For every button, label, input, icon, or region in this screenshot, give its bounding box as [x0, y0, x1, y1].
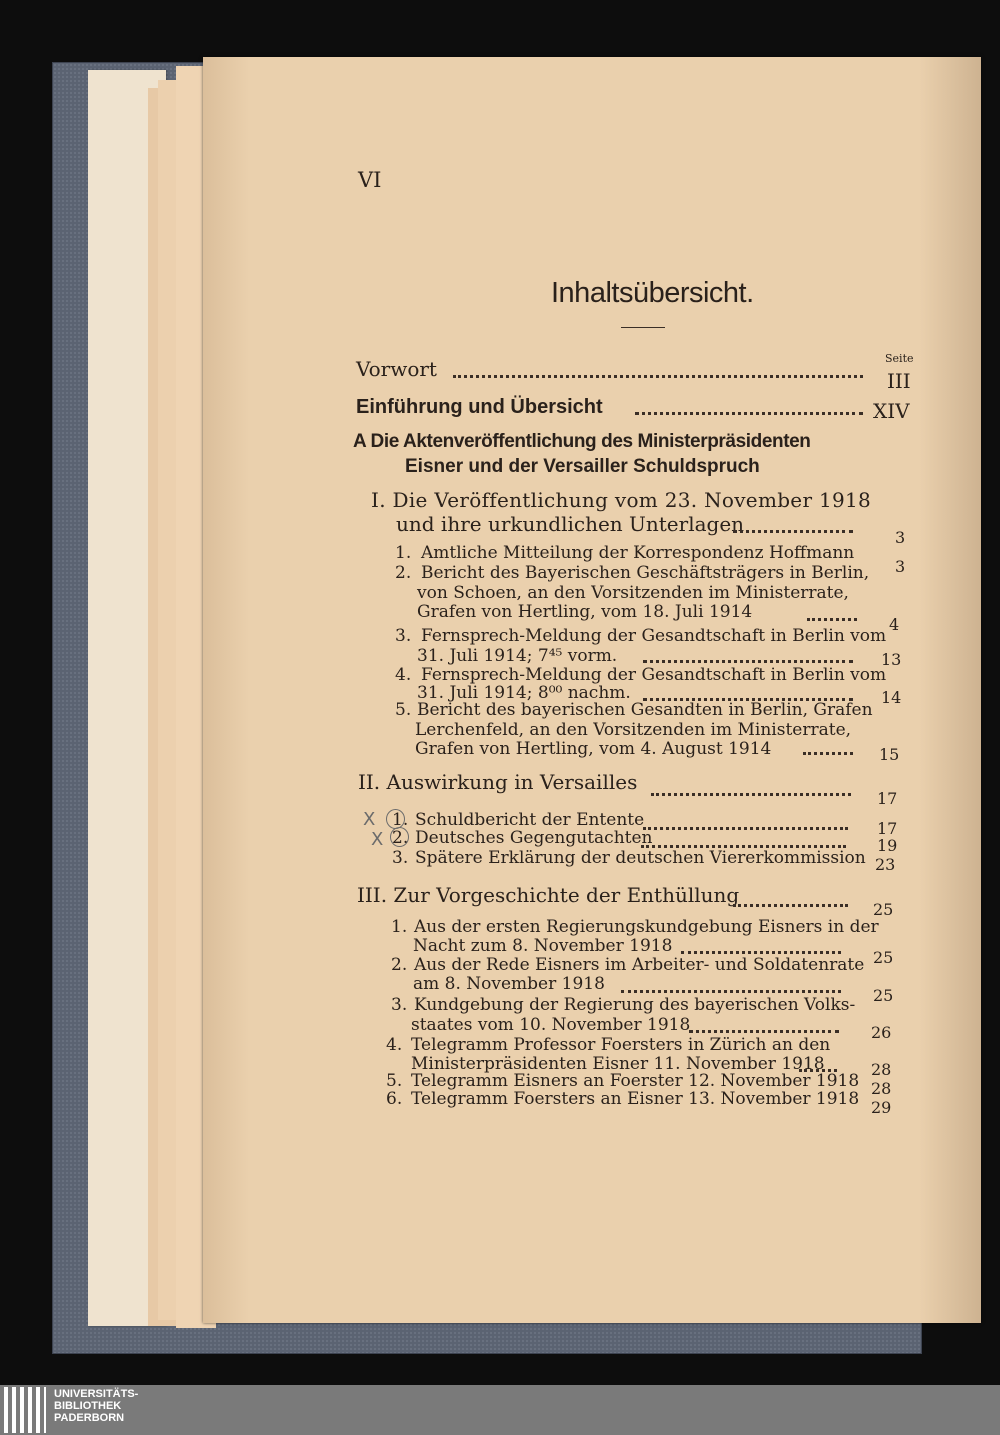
item-text: Telegramm Foersters an Eisner 13. November 1918 — [411, 1089, 860, 1109]
item-number: 3. — [395, 626, 412, 646]
item-number: 5. — [395, 700, 412, 720]
toc-page: 25 — [873, 986, 894, 1005]
item-text: Grafen von Hertling, vom 4. August 1914 — [415, 739, 772, 759]
toc-page: 25 — [873, 900, 894, 919]
section-a-heading: Eisner und der Versailler Schuldspruch — [405, 456, 760, 477]
toc-page: 25 — [873, 948, 894, 967]
item-text: Ministerpräsidenten Eisner 11. November 1918 — [411, 1054, 825, 1074]
item-text: Spätere Erklärung der deutschen Viererkommission — [415, 848, 866, 868]
toc-page: 29 — [871, 1098, 892, 1117]
part-heading: I. Die Veröffentlichung vom 23. November 1918 — [371, 488, 872, 512]
item-text: Bericht des bayerischen Gesandten in Berlin, Grafen — [417, 700, 873, 720]
toc-page: III — [887, 369, 911, 393]
item-text: Lerchenfeld, an den Vorsitzenden im Ministerrate, — [415, 720, 852, 740]
part-heading: II. Auswirkung in Versailles — [358, 770, 638, 794]
toc-page: 19 — [877, 836, 898, 855]
page-title: Inhaltsübersicht. — [551, 277, 754, 309]
item-text: Deutsches Gegengutachten — [415, 828, 653, 848]
item-text: Telegramm Eisners an Foerster 12. November 1918 — [411, 1071, 860, 1091]
item-number: 3. — [392, 848, 409, 868]
library-footer — [0, 1385, 1000, 1435]
item-text: staates vom 10. November 1918 — [411, 1015, 691, 1035]
leader-dots — [733, 530, 853, 533]
library-logo-icon — [4, 1387, 46, 1433]
item-number: 1. — [391, 917, 408, 937]
item-number: 1. — [392, 810, 409, 830]
item-number: 6. — [386, 1089, 403, 1109]
item-number: 5. — [386, 1071, 403, 1091]
leader-dots — [643, 827, 848, 830]
item-text: Telegramm Professor Foersters in Zürich an den — [411, 1035, 831, 1055]
item-text: Fernsprech-Meldung der Gesandtschaft in Berlin vom — [421, 665, 887, 685]
seite-label: Seite — [885, 352, 914, 365]
leader-dots — [621, 990, 841, 993]
leader-dots — [635, 412, 863, 415]
item-text: Grafen von Hertling, vom 18. Juli 1914 — [417, 602, 753, 622]
library-name-line: BIBLIOTHEK — [54, 1400, 122, 1412]
library-name-line: PADERBORN — [54, 1412, 125, 1424]
leader-dots — [643, 660, 853, 663]
item-text: am 8. November 1918 — [413, 974, 605, 994]
item-number: 2. — [395, 563, 412, 583]
toc-page: 14 — [881, 688, 902, 707]
toc-page: 17 — [877, 789, 898, 808]
leader-dots — [689, 1030, 839, 1033]
toc-page: 3 — [895, 528, 906, 547]
toc-page: 15 — [879, 745, 900, 764]
toc-page: 28 — [871, 1079, 892, 1098]
library-name-line: UNIVERSITÄTS- — [54, 1388, 139, 1400]
leader-dots — [453, 375, 863, 378]
section-a-heading: A Die Aktenveröffentlichung des Ministerpräsidenten — [353, 431, 811, 452]
toc-page: 26 — [871, 1023, 892, 1042]
title-rule — [621, 327, 665, 328]
toc-page: XIV — [873, 399, 910, 423]
item-text: Nacht zum 8. November 1918 — [413, 936, 673, 956]
toc-page: 4 — [889, 615, 900, 634]
item-text: Schuldbericht der Entente — [415, 810, 645, 830]
book-page — [203, 57, 981, 1323]
item-number: 4. — [386, 1035, 403, 1055]
item-text: Aus der ersten Regierungskundgebung Eisners in der — [414, 917, 879, 937]
item-text: 31. Juli 1914; 8⁰⁰ nachm. — [417, 683, 631, 703]
item-number: 2. — [392, 828, 409, 848]
item-number: 4. — [395, 665, 412, 685]
leader-dots — [681, 951, 841, 954]
leader-dots — [733, 904, 848, 907]
item-text: Bericht des Bayerischen Geschäftsträgers in Berlin, — [421, 563, 870, 583]
pencil-mark: X — [363, 809, 376, 830]
part-heading: III. Zur Vorgeschichte der Enthüllung — [357, 883, 740, 907]
library-name — [54, 1388, 138, 1424]
toc-page: 17 — [877, 819, 898, 838]
leader-dots — [651, 793, 851, 796]
leader-dots — [807, 618, 857, 621]
item-text: von Schoen, an den Vorsitzenden im Ministerrate, — [417, 583, 849, 603]
leader-dots — [803, 752, 853, 755]
item-text: Amtliche Mitteilung der Korrespondenz Hoffmann — [421, 543, 855, 563]
toc-entry-einfuehrung: Einführung und Übersicht — [356, 396, 603, 418]
page-number: VI — [358, 168, 382, 192]
part-heading: und ihre urkundlichen Unterlagen — [396, 512, 745, 536]
toc-page: 3 — [895, 557, 906, 576]
toc-page: 13 — [881, 650, 902, 669]
item-number: 1. — [395, 543, 412, 563]
toc-page: 28 — [871, 1060, 892, 1079]
item-text: Fernsprech-Meldung der Gesandtschaft in Berlin vom — [421, 626, 887, 646]
pencil-mark: X — [371, 829, 384, 850]
item-text: 31. Juli 1914; 7⁴⁵ vorm. — [417, 646, 618, 666]
item-text: Aus der Rede Eisners im Arbeiter- und Soldatenrate — [414, 955, 865, 975]
item-number: 3. — [391, 995, 408, 1015]
toc-entry-vorwort: Vorwort — [356, 357, 437, 381]
item-number: 2. — [391, 955, 408, 975]
item-text: Kundgebung der Regierung des bayerischen Volks- — [414, 995, 856, 1015]
toc-page: 23 — [875, 855, 896, 874]
